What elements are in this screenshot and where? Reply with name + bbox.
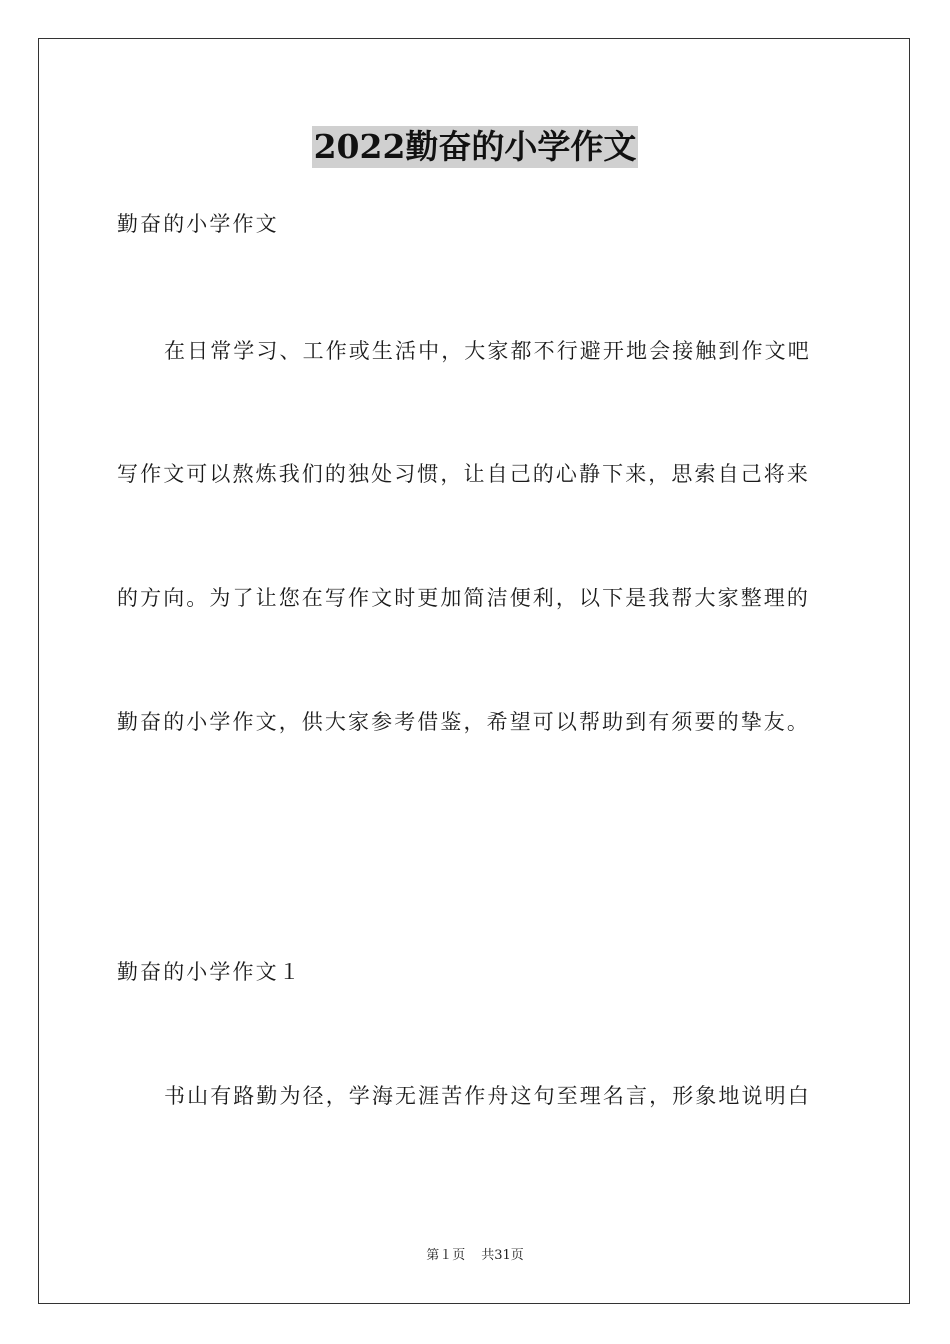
intro-line-2: 写作文可以熬炼我们的独处习惯，让自己的心静下来，思索自己将来 [117,462,810,486]
page-number: 第１页 [426,1248,466,1263]
document-subtitle: 勤奋的小学作文 [117,212,279,236]
intro-line-3: 的方向。为了让您在写作文时更加简洁便利，以下是我帮大家整理的 [117,586,810,610]
intro-line-4: 勤奋的小学作文，供大家参考借鉴，希望可以帮助到有须要的挚友。 [117,710,810,734]
page-footer [0,1247,950,1265]
intro-line-1: 在日常学习、工作或生活中，大家都不行避开地会接触到作文吧 [164,339,811,363]
document-title: 2022勤奋的小学作文 [313,127,637,166]
section-heading: 勤奋的小学作文１ [117,960,302,984]
section-line-1: 书山有路勤为径，学海无涯苦作舟这句至理名言，形象地说明白 [164,1084,811,1108]
total-pages: 共31页 [481,1248,524,1263]
title-container [0,126,950,168]
